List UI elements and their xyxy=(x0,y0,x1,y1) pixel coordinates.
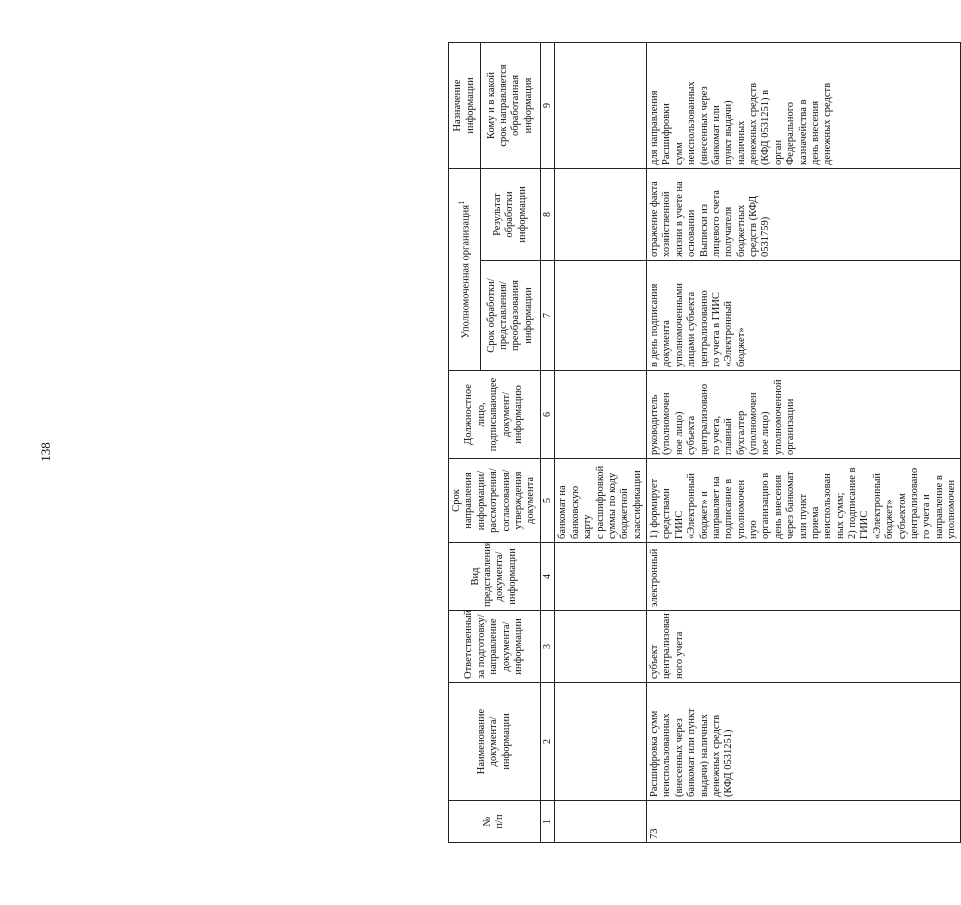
column-number: 8 xyxy=(540,169,555,261)
column-number: 5 xyxy=(540,459,555,543)
header-authorized-footnote: 1 xyxy=(456,200,467,205)
column-number: 4 xyxy=(540,543,555,611)
cell-num xyxy=(555,801,647,843)
header-authorized-text: Уполномоченная организация xyxy=(460,204,472,339)
page-number: 138 xyxy=(37,442,53,462)
column-number-row xyxy=(540,43,555,843)
cell-responsible: субъект централизован ного учета xyxy=(647,611,961,683)
column-number: 7 xyxy=(540,261,555,371)
header-deadline: Срок направления информации/ рассмотрения/ согласования/ утверждения документа xyxy=(449,459,541,543)
column-number: 6 xyxy=(540,371,555,459)
column-number: 9 xyxy=(540,43,555,169)
cell-official: руководитель (уполномочен ное лицо) субъекта централизовано го учета, главный бухгалтер (уполномочен ное лицо) уполномоченной организации xyxy=(647,371,961,459)
cell-processing-deadline: в день подписания документа уполномоченными лицами субъекта централизованно го учета в ГИИС «Электронный бюджет» xyxy=(647,261,961,371)
header-name: Наименование документа/ информации xyxy=(449,683,541,801)
header-form: Вид представления документа/ информации xyxy=(449,543,541,611)
cell-processing-result xyxy=(555,169,647,261)
header-num: № п/п xyxy=(449,801,541,843)
cell-form xyxy=(555,543,647,611)
cell-num: 73 xyxy=(647,801,961,843)
header-row-top xyxy=(449,43,481,843)
header-processing-deadline: Срок обработки/ представления/ преобразования информации xyxy=(481,261,540,371)
table-container xyxy=(448,43,958,843)
column-number: 3 xyxy=(540,611,555,683)
header-responsible: Ответственный за подготовку/ направление документа/ информации xyxy=(449,611,541,683)
cell-deadline: банкомат на банковскую карту с расшифровкой суммы по коду бюджетной классификации xyxy=(555,459,647,543)
header-purpose-group: Назначение информации xyxy=(449,43,481,169)
table-row xyxy=(555,43,647,843)
column-number: 1 xyxy=(540,801,555,843)
table-row xyxy=(647,43,961,843)
column-number: 2 xyxy=(540,683,555,801)
cell-purpose: для направления Расшифровки сумм неиспользованных (внесенных через банкомат или пункт выдачи) наличных денежных средств (КФД 0531251) в орган Федерального казначейства в день внесения денежных средств xyxy=(647,43,961,169)
cell-form: электронный xyxy=(647,543,961,611)
cell-deadline: 1) формирует средствами ГИИС «Электронный бюджет» и направляет на подписание в уполномочен ную организацию в день внесения через банкомат или пункт приема неиспользован ных сумм; 2) подписание в ГИИС «Электронный бюджет» субъектом централизовано го учета и направление в уполномочен xyxy=(647,459,961,543)
header-authorized-group xyxy=(449,169,481,371)
header-processing-result: Результат обработки информации xyxy=(481,169,540,261)
cell-name xyxy=(555,683,647,801)
document-table xyxy=(448,42,961,843)
header-official: Должностное лицо, подписывающее документ/ информацию xyxy=(449,371,541,459)
cell-purpose xyxy=(555,43,647,169)
header-purpose: Кому и в какой срок направляется обработанная информация xyxy=(481,43,540,169)
cell-processing-deadline xyxy=(555,261,647,371)
cell-name: Расшифровка сумм неиспользованных (внесенных через банкомат или пункт выдачи) наличных денежных средств (КФД 0531251) xyxy=(647,683,961,801)
cell-official xyxy=(555,371,647,459)
cell-processing-result: отражение факта хозяйственной жизни в учете на основании Выписки из лицевого счета получателя бюджетных средств (КФД 0531759) xyxy=(647,169,961,261)
cell-responsible xyxy=(555,611,647,683)
